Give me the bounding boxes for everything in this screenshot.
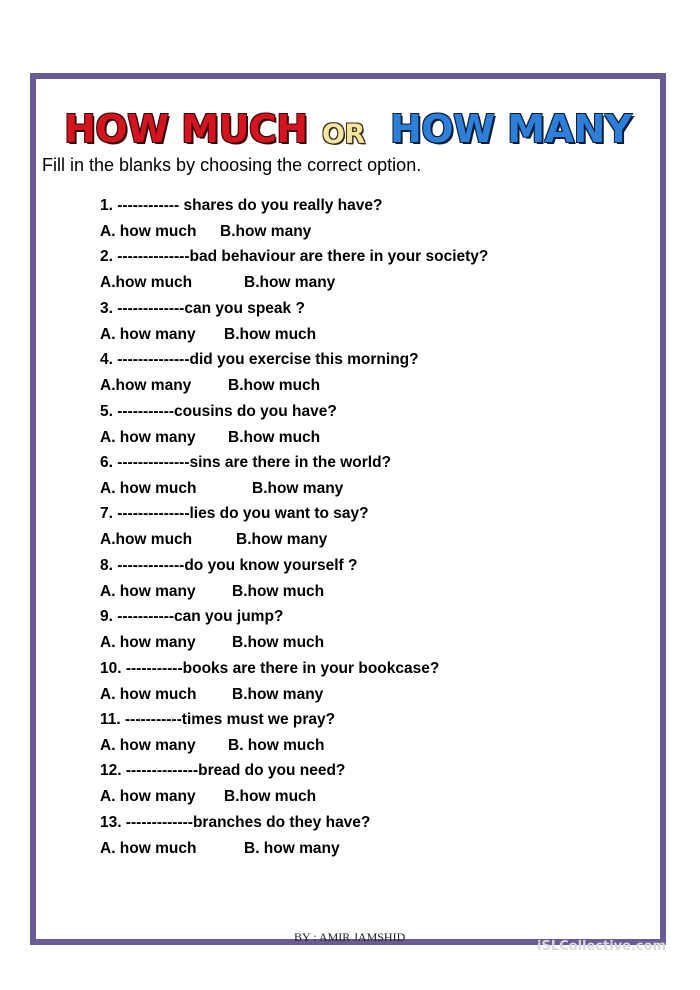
question-text: 13. -------------branches do they have?: [100, 813, 371, 831]
option-b: B.how much: [228, 428, 321, 446]
question-item: [100, 760, 640, 811]
option-a: A. how many: [100, 428, 196, 446]
option-a: A. how much: [100, 839, 197, 857]
question-item: [100, 195, 640, 246]
question-item: [100, 503, 640, 554]
question-item: [100, 812, 640, 863]
question-text: 6. --------------sins are there in the world?: [100, 453, 392, 471]
question-text: 1. ------------ shares do you really have?: [100, 197, 383, 214]
option-a: A. how much: [100, 223, 197, 240]
option-a: A.how many: [100, 377, 192, 395]
question-item: [100, 555, 640, 606]
question-text: 12. --------------bread do you need?: [100, 762, 346, 780]
question-item: [100, 452, 640, 503]
option-a: A. how many: [100, 736, 196, 754]
option-a: A. how many: [100, 582, 196, 600]
option-a: A. how many: [100, 325, 196, 343]
question-item: [100, 658, 640, 709]
option-b: B.how much: [224, 788, 317, 806]
option-b: B.how many: [220, 223, 312, 240]
question-item: [100, 298, 640, 349]
question-text: 9. -----------can you jump?: [100, 608, 284, 626]
option-a: A. how many: [100, 788, 196, 806]
option-b: B.how many: [252, 479, 344, 497]
site-watermark: iSLCollective.com: [537, 939, 667, 954]
option-a: A. how many: [100, 634, 196, 652]
option-a: A.how much: [100, 274, 193, 292]
instruction-text: Fill in the blanks by choosing the correct option.: [42, 155, 422, 175]
question-text: 8. -------------do you know yourself ?: [100, 556, 358, 574]
question-text: 4. --------------did you exercise this morning?: [100, 351, 419, 369]
author-byline: BY : AMIR JAMSHID: [294, 930, 406, 944]
title-or: OR: [322, 119, 365, 150]
question-item: [100, 401, 640, 452]
option-a: A. how much: [100, 685, 197, 703]
question-text: 11. -----------times must we pray?: [100, 710, 336, 728]
title-how-much: HOW MUCH: [64, 107, 308, 151]
question-item: [100, 606, 640, 657]
option-b: B.how much: [232, 582, 325, 600]
question-text: 7. --------------lies do you want to say?: [100, 505, 369, 523]
option-b: B.how many: [236, 531, 328, 549]
option-b: B.how many: [232, 685, 324, 703]
worksheet-title: [64, 109, 664, 149]
option-b: B. how many: [244, 839, 340, 857]
option-a: A. how much: [100, 479, 197, 497]
title-how-many: HOW MANY: [390, 107, 632, 151]
question-text: 2. --------------bad behaviour are there in your society?: [100, 248, 489, 266]
question-item: [100, 349, 640, 400]
question-item: [100, 246, 640, 297]
worksheet-frame: [30, 73, 666, 945]
question-list: [100, 195, 640, 863]
option-b: B.how much: [224, 325, 317, 343]
option-b: B.how much: [228, 377, 321, 395]
question-text: 5. -----------cousins do you have?: [100, 402, 337, 420]
option-b: B.how many: [244, 274, 336, 292]
option-b: B.how much: [232, 634, 325, 652]
option-a: A.how much: [100, 531, 193, 549]
question-item: [100, 709, 640, 760]
question-text: 10. -----------books are there in your bookcase?: [100, 659, 440, 677]
question-text: 3. -------------can you speak ?: [100, 299, 305, 317]
option-b: B. how much: [228, 736, 325, 754]
